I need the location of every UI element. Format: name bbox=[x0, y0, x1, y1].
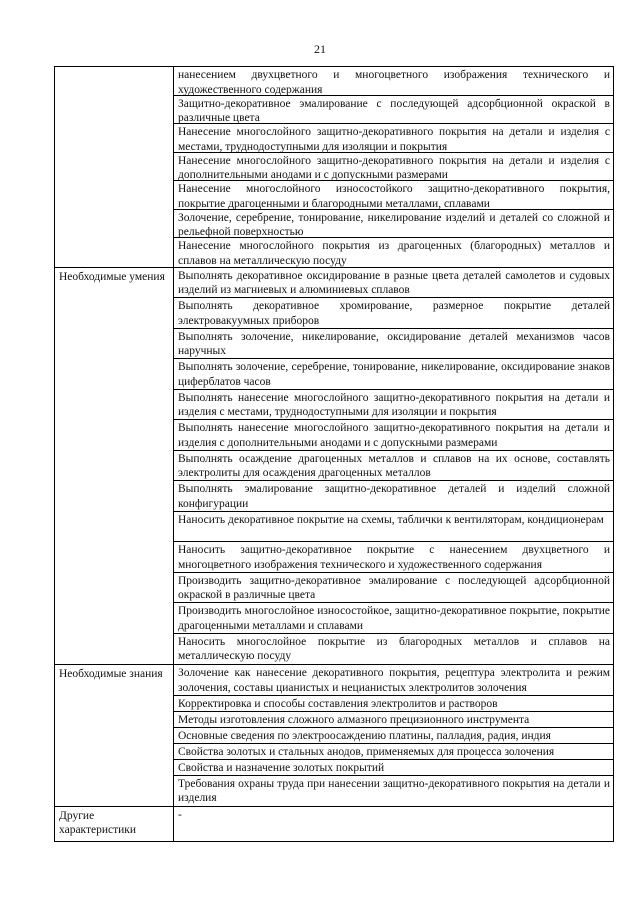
section-label bbox=[55, 67, 174, 268]
list-item: Нанесение многослойного покрытия из драгоценных (благородных) металлов и сплавов на металлическую посуду bbox=[178, 240, 610, 267]
list-item: Свойства и назначение золотых покрытий bbox=[174, 760, 613, 776]
list-item: Наносить декоративное покрытие на схемы, таблички к вентиляторам, кондиционерам bbox=[174, 512, 613, 543]
list-item: Наносить многослойное покрытие из благородных металлов и сплавов на металлическую посуду bbox=[178, 635, 610, 662]
list-item: Выполнять золочение, серебрение, тонирование, никелирование, оксидирование знаков циферблатов часов bbox=[174, 359, 613, 390]
list-item: Выполнять золочение, никелирование, оксидирование деталей механизмов часов наручных bbox=[174, 329, 613, 360]
list-item: Корректировка и способы составления электролитов и растворов bbox=[174, 696, 613, 712]
list-item: Производить защитно-декоративное эмалирование с последующей адсорбционной окраской в различные цвета bbox=[174, 573, 613, 604]
list-item: Нанесение многослойного защитно-декоративного покрытия на детали и изделия с местами, труднодоступными для изоляции и покрытия bbox=[174, 124, 613, 153]
page-number: 21 bbox=[314, 42, 326, 56]
section-label: Другие характеристики bbox=[55, 807, 174, 842]
section-label: Необходимые знания bbox=[55, 665, 174, 807]
list-item: Свойства золотых и стальных анодов, применяемых для процесса золочения bbox=[174, 744, 613, 760]
list-item: Защитно-декоративное эмалирование с последующей адсорбционной окраской в различные цвета bbox=[174, 96, 613, 125]
table-row bbox=[55, 665, 614, 807]
list-item: Выполнять нанесение многослойного защитно-декоративного покрытия на детали и изделия с местами, труднодоступными для изоляции и покрытия bbox=[174, 390, 613, 421]
section-label: Необходимые умения bbox=[55, 267, 174, 665]
list-item: Золочение, серебрение, тонирование, никелирование изделий и деталей со сложной и рельефной поверхностью bbox=[174, 210, 613, 239]
list-item: - bbox=[178, 809, 182, 821]
section-items bbox=[174, 807, 614, 842]
qualification-table bbox=[54, 66, 614, 842]
list-item: Наносить защитно-декоративное покрытие с нанесением двухцветного и многоцветного изображения технического и художественного содержания bbox=[174, 542, 613, 573]
list-item: Выполнять декоративное оксидирование в разные цвета деталей самолетов и судовых изделий из магниевых и алюминиевых сплавов bbox=[174, 268, 613, 299]
list-item: Выполнять нанесение многослойного защитно-декоративного покрытия на детали и изделия с дополнительными анодами и с допускными размерами bbox=[174, 420, 613, 451]
list-item: Нанесение многослойного износостойкого защитно-декоративного покрытия, покрытие драгоценными и благородными металлами, сплавами bbox=[174, 181, 613, 210]
list-item: Выполнять эмалирование защитно-декоративное деталей и изделий сложной конфигурации bbox=[174, 481, 613, 512]
table-row bbox=[55, 267, 614, 665]
list-item: Производить многослойное износостойкое, защитно-декоративное покрытие, покрытие драгоценными металлами и сплавами bbox=[174, 603, 613, 634]
list-item: Золочение как нанесение декоративного покрытия, рецептура электролита и режим золочения, составы цианистых и нецианистых электролитов золочения bbox=[174, 665, 613, 696]
section-items bbox=[174, 267, 614, 665]
list-item: нанесением двухцветного и многоцветного изображения технического и художественного содержания bbox=[174, 67, 613, 96]
list-item: Выполнять декоративное хромирование, размерное покрытие деталей электровакуумных приборов bbox=[174, 298, 613, 329]
table-row bbox=[55, 67, 614, 268]
list-item: Основные сведения по электроосаждению платины, палладия, радия, индия bbox=[174, 728, 613, 744]
section-items bbox=[174, 67, 614, 268]
list-item: Методы изготовления сложного алмазного прецизионного инструмента bbox=[174, 712, 613, 728]
list-item: Выполнять осаждение драгоценных металлов и сплавов на их основе, составлять электролиты для осаждения драгоценных металлов bbox=[174, 451, 613, 482]
section-items bbox=[174, 665, 614, 807]
list-item: Нанесение многослойного защитно-декоративного покрытия на детали и изделия с дополнительными анодами и с допускными размерами bbox=[174, 153, 613, 182]
list-item: Требования охраны труда при нанесении защитно-декоративного покрытия на детали и изделия bbox=[178, 777, 610, 804]
table-row bbox=[55, 807, 614, 842]
